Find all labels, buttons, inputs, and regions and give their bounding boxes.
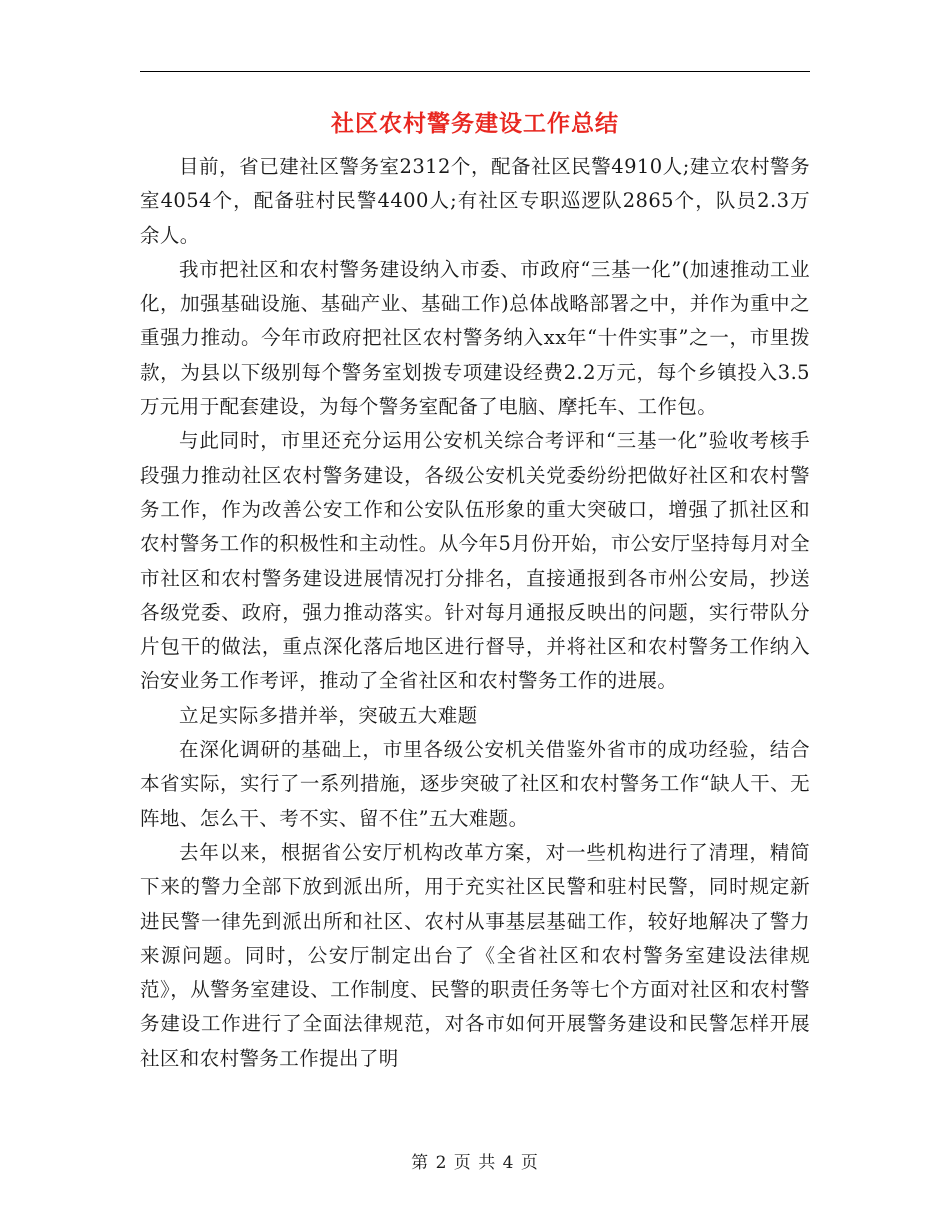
page-footer: 第 2 页 共 4 页 <box>411 1153 539 1173</box>
document-body <box>140 150 810 1076</box>
paragraph-5: 去年以来，根据省公安厅机构改革方案，对一些机构进行了清理，精简下来的警力全部下放到派出所，用于充实社区民警和驻村民警，同时规定新进民警一律先到派出所和社区、农村从事基层基础工作，较好地解决了警力来源问题。同时，公安厅制定出台了《全省社区和农村警务室建设法律规范》，从警务室建设、工作制度、民警的职责任务等七个方面对社区和农村警务建设工作进行了全面法律规范，对各市如何开展警务建设和民警怎样开展社区和农村警务工作提出了明 <box>140 840 810 1070</box>
document-title: 社区农村警务建设工作总结 <box>331 110 619 137</box>
paragraph-3: 与此同时，市里还充分运用公安机关综合考评和“三基一化”验收考核手段强力推动社区农村警务建设，各级公安机关党委纷纷把做好社区和农村警务工作，作为改善公安工作和公安队伍形象的重大突破口，增强了抓社区和农村警务工作的积极性和主动性。从今年5月份开始，市公安厅坚持每月对全市社区和农村警务建设进展情况打分排名，直接通报到各市州公安局，抄送各级党委、政府，强力推动落实。针对每月通报反映出的问题，实行带队分片包干的做法，重点深化落后地区进行督导，并将社区和农村警务工作纳入治安业务工作考评，推动了全省社区和农村警务工作的进展。 <box>140 429 810 693</box>
paragraph-1: 目前，省已建社区警务室2312个，配备社区民警4910人;建立农村警务室4054个，配备驻村民警4400人;有社区专职巡逻队2865个，队员2.3万余人。 <box>140 155 810 247</box>
paragraph-2: 我市把社区和农村警务建设纳入市委、市政府“三基一化”(加速推动工业化，加强基础设施、基础产业、基础工作)总体战略部署之中，并作为重中之重强力推动。今年市政府把社区农村警务纳入xx年“十件实事”之一，市里拨款，为县以下级别每个警务室划拨专项建设经费2.2万元，每个乡镇投入3.5万元用于配套建设，为每个警务室配备了电脑、摩托车、工作包。 <box>140 257 810 419</box>
paragraph-4: 在深化调研的基础上，市里各级公安机关借鉴外省市的成功经验，结合本省实际，实行了一系列措施，逐步突破了社区和农村警务工作“缺人干、无阵地、怎么干、考不实、留不住”五大难题。 <box>140 738 810 830</box>
section-heading: 立足实际多措并举，突破五大难题 <box>179 703 478 727</box>
header-rule <box>140 71 810 72</box>
